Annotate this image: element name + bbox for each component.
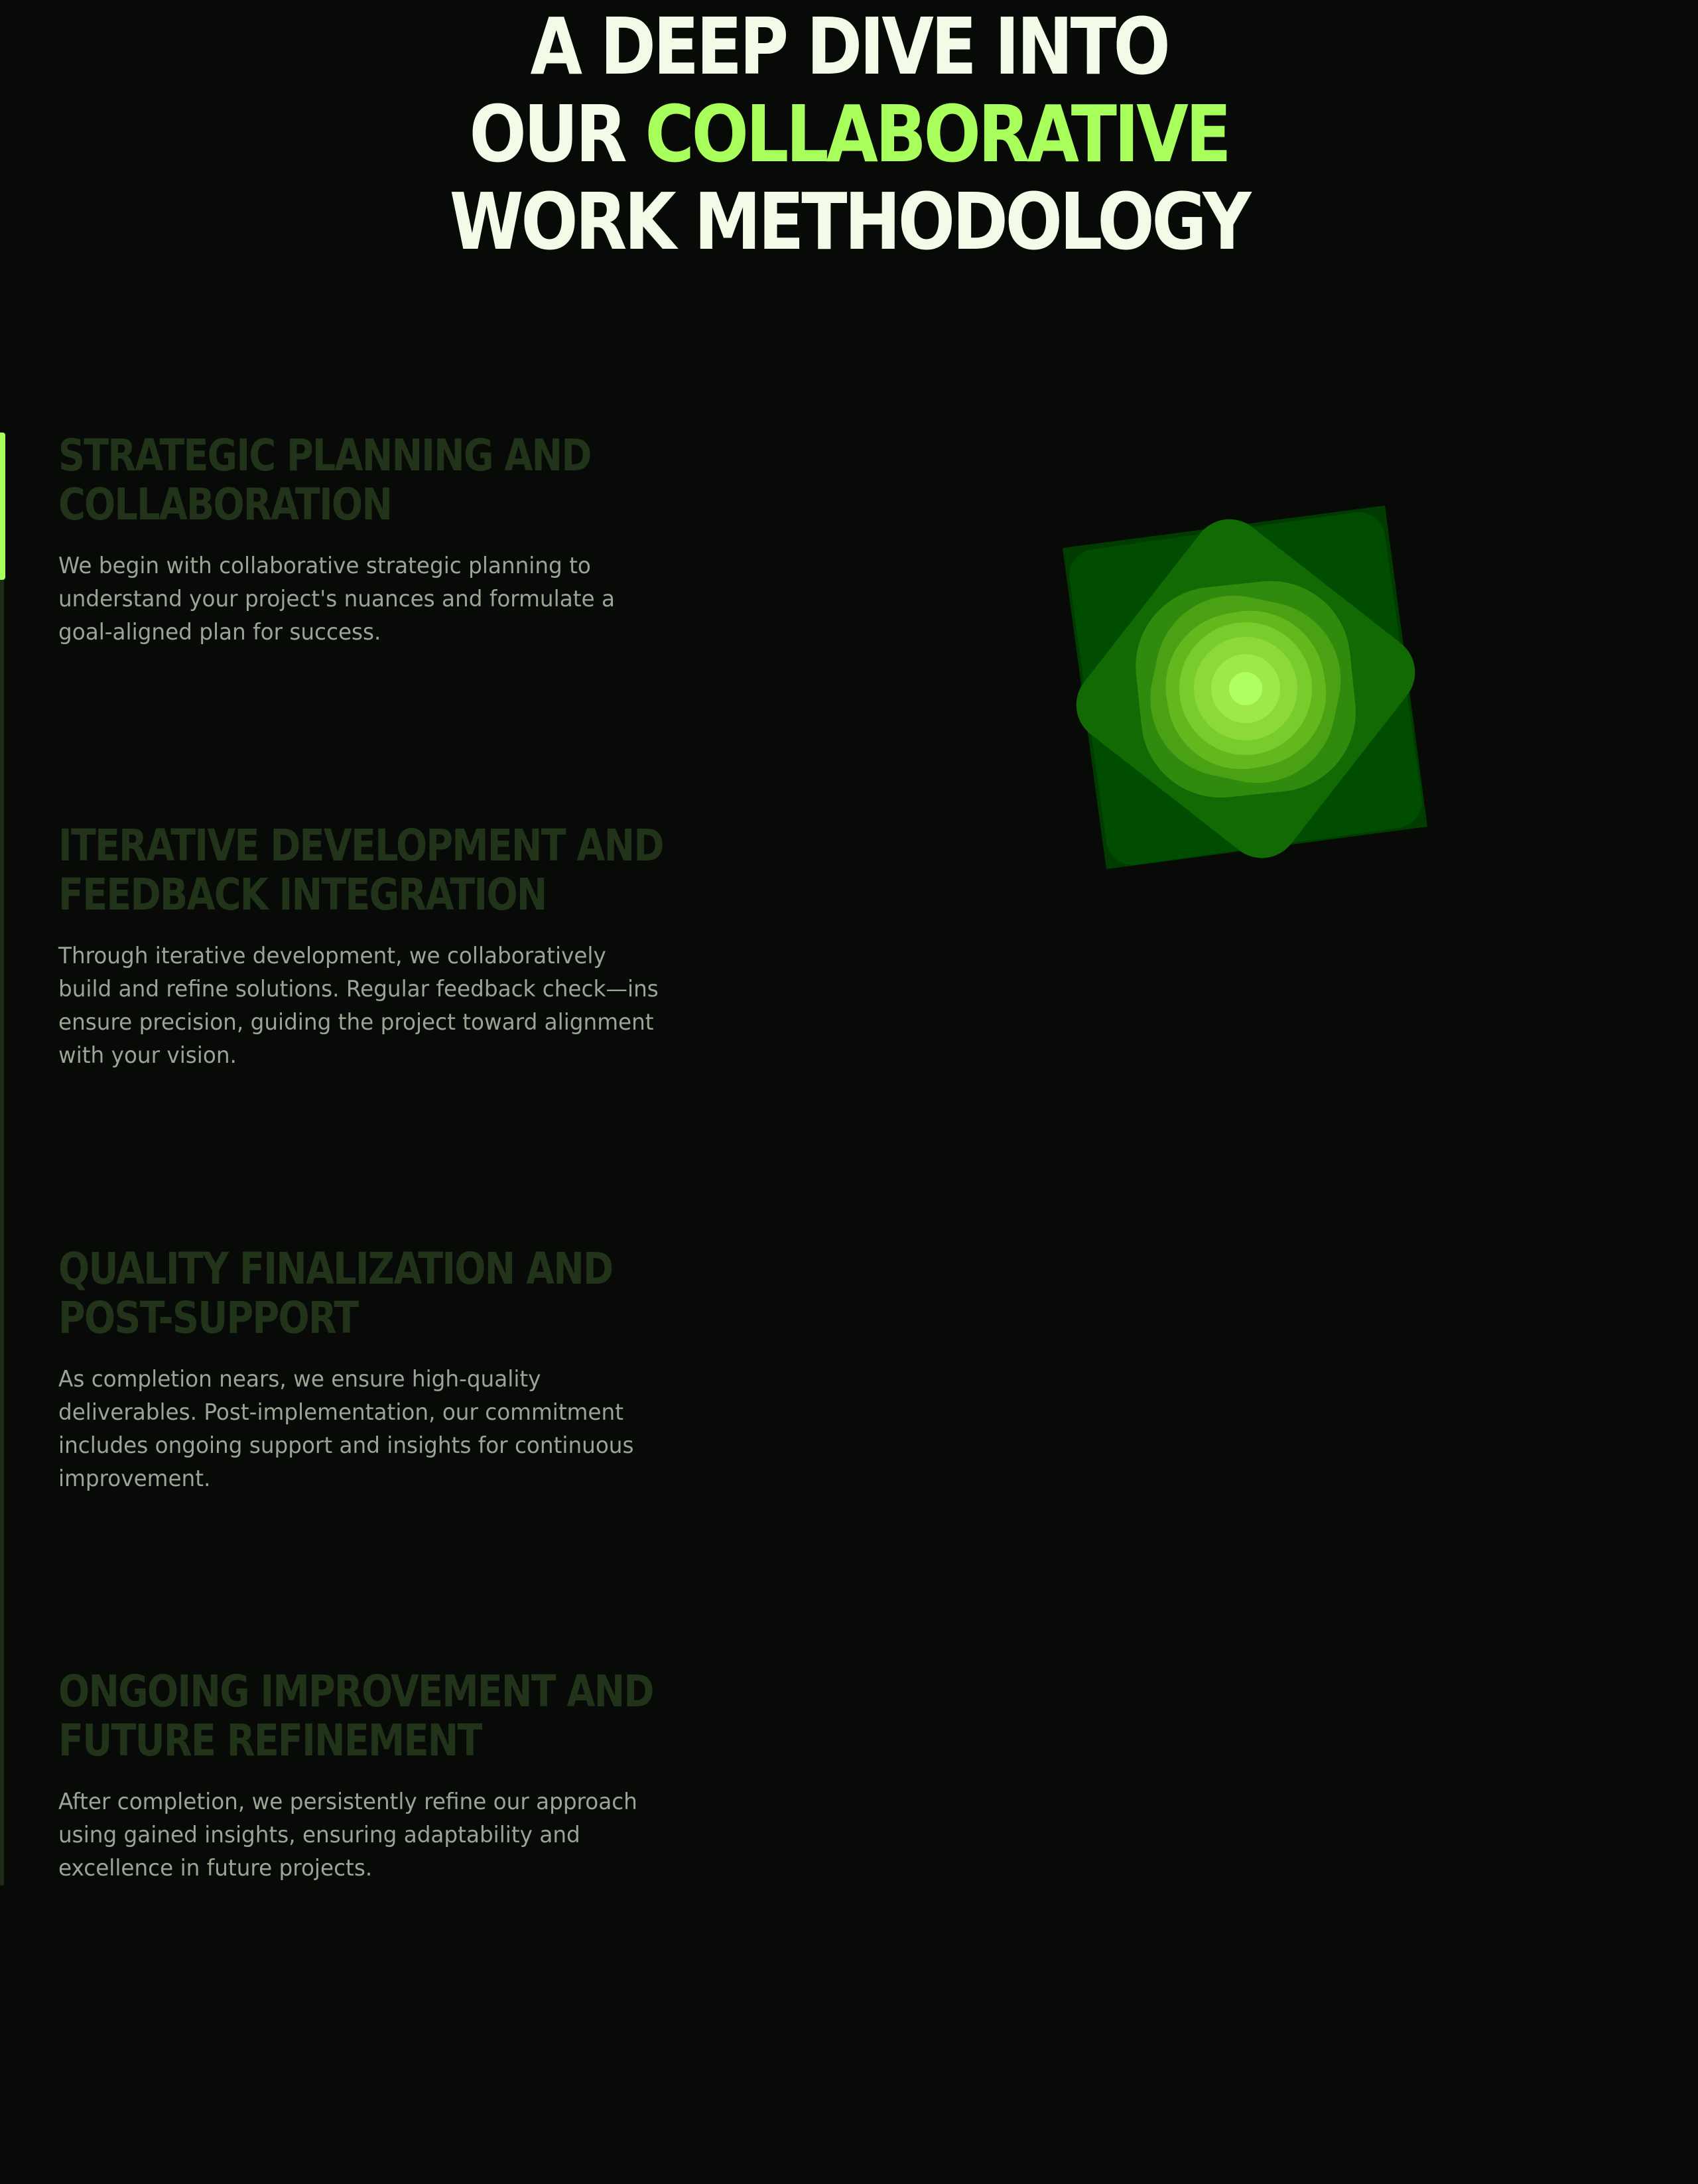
step-title: STRATEGIC PLANNING AND COLLABORATION — [58, 430, 591, 530]
step-quality-finalization — [58, 1245, 682, 1495]
hero-line-3: WORK METHODOLOGY — [449, 176, 1249, 267]
green-layered-flower-graphic-icon — [1035, 478, 1472, 902]
hero-line-2 — [119, 90, 1579, 178]
step-description: After completion, we persistently refine our approach using gained insights, ensuring adaptability and excellence in future projects. — [58, 1789, 637, 1881]
timeline-progress-indicator — [0, 433, 5, 580]
timeline-track — [0, 433, 4, 1885]
step-strategic-planning — [58, 431, 682, 649]
step-description: We begin with collaborative strategic planning to understand your project's nuances and formulate a goal-aligned plan for success. — [58, 553, 615, 646]
hero-accent-word: COLLABORATIVE — [645, 88, 1229, 180]
hero-line-2-prefix: OUR — [469, 88, 645, 180]
step-iterative-development — [58, 821, 682, 1072]
step-description: Through iterative development, we collaboratively build and refine solutions. Regular feedback check—ins ensure precision, guiding the project toward alignment with your vision. — [58, 943, 659, 1069]
step-ongoing-improvement — [58, 1667, 682, 1885]
step-title: ITERATIVE DEVELOPMENT AND FEEDBACK INTEGRATION — [58, 820, 663, 920]
hero-heading — [0, 0, 1698, 265]
step-title: ONGOING IMPROVEMENT AND FUTURE REFINEMENT — [58, 1666, 653, 1766]
hero-line-1: A DEEP DIVE INTO — [530, 1, 1168, 92]
step-description: As completion nears, we ensure high-quality deliverables. Post-implementation, our commitment includes ongoing support and insights for continuous improvement. — [58, 1366, 634, 1492]
step-title: QUALITY FINALIZATION AND POST-SUPPORT — [58, 1243, 613, 1343]
